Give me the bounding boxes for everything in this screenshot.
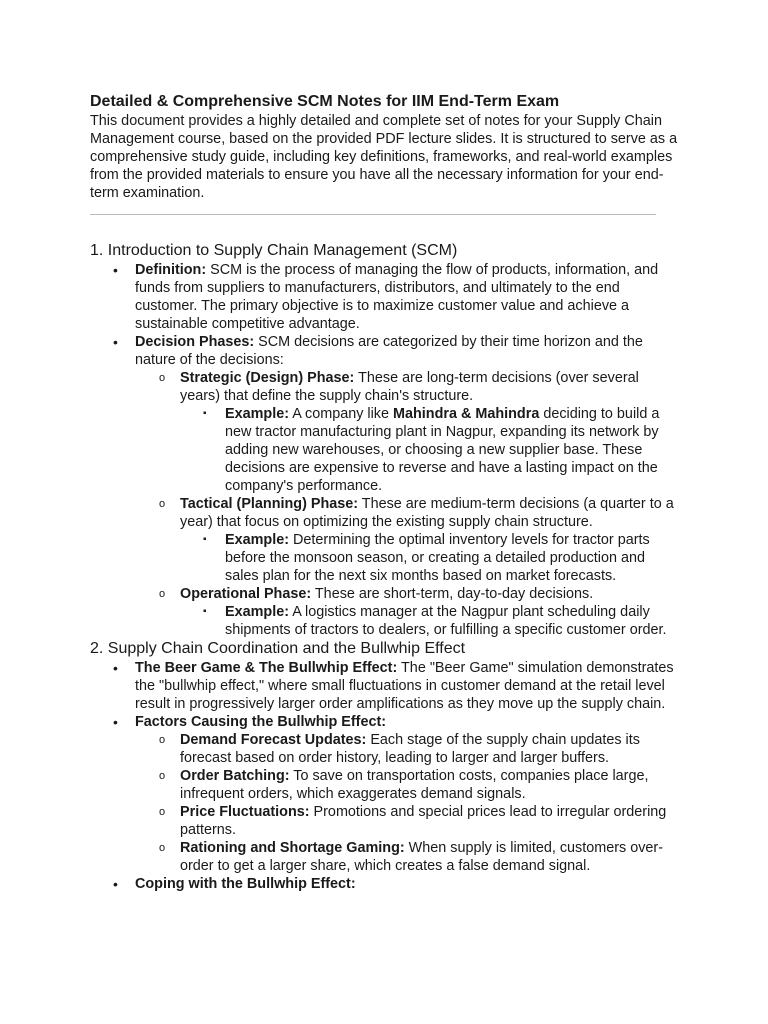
term-text: These are long-term decisions (over several years) that define the supply chain's structure. [180,370,639,404]
term-text: SCM is the process of managing the flow of products, information, and funds from suppliers to manufacturers, distributors, and ultimately to the end customer. The primary objective is to maximize customer value and achieve a sustainable competitive advantage. [135,262,659,332]
company-name: Mahindra & Mahindra [393,406,540,422]
list-item-example [180,531,680,585]
term-label: Order Batching: [180,768,290,784]
term-label: Coping with the Bullwhip Effect: [135,876,356,892]
term-text: These are short-term, day-to-day decisions. [311,586,594,602]
term-label: The Beer Game & The Bullwhip Effect: [135,660,398,676]
term-text: These are medium-term decisions (a quarter to a year) that focus on optimizing the existing supply chain structure. [180,496,674,530]
list-item-definition [90,261,680,333]
list-item-coping [90,875,680,893]
list-item-example [180,603,680,639]
factors-list [90,731,680,875]
list-item-beer-game [90,659,680,713]
section1-list [90,261,680,639]
list-item-tactical [135,495,680,585]
intro-paragraph: This document provides a highly detailed and complete set of notes for your Supply Chain Management course, based on the provided PDF lecture slides. It is structured to serve as a comprehensive study guide, including key definitions, frameworks, and real-world examples from the provided materials to ensure you have all the necessary information for your end-term examination. [90,113,678,201]
strategic-examples [135,405,680,495]
term-text: Each stage of the supply chain updates its forecast based on order history, leading to larger and larger buffers. [180,732,640,766]
term-label: Tactical (Planning) Phase: [180,496,359,512]
term-label: Decision Phases: [135,334,255,350]
list-item-decision-phases [90,333,680,639]
list-item-operational [135,585,680,639]
term-text: Promotions and special prices lead to irregular ordering patterns. [180,804,667,838]
term-label: Factors Causing the Bullwhip Effect: [135,714,387,730]
term-label: Example: [225,406,289,422]
list-item-example [180,405,680,495]
term-text: Determining the optimal inventory levels for tractor parts before the monsoon season, or creating a detailed production and sales plan for the next six months based on market forecasts. [225,532,650,584]
term-label: Price Fluctuations: [180,804,310,820]
term-label: Example: [225,532,289,548]
list-item-factor [135,731,680,767]
list-item-factor [135,839,680,875]
list-item-strategic [135,369,680,495]
term-label: Definition: [135,262,207,278]
term-label: Operational Phase: [180,586,312,602]
term-text: The "Beer Game" simulation demonstrates the "bullwhip effect," where small fluctuations in customer demand at the retail level result in progressively larger order amplifications as they move up the supply chain. [135,660,674,712]
term-text: When supply is limited, customers over-order to get a larger share, which creates a false demand signal. [180,840,663,874]
phases-list [90,369,680,639]
term-text: A company like [289,406,393,422]
list-item-factors [90,713,680,875]
list-item-factor [135,767,680,803]
horizontal-rule [90,214,656,215]
operational-examples [135,603,680,639]
list-item-factor [135,803,680,839]
term-label: Rationing and Shortage Gaming: [180,840,405,856]
document-page [90,92,680,893]
term-label: Strategic (Design) Phase: [180,370,355,386]
document-title: Detailed & Comprehensive SCM Notes for IIM End-Term Exam [90,93,560,110]
term-text: SCM decisions are categorized by their time horizon and the nature of the decisions: [135,334,643,368]
section-heading-2: 2. Supply Chain Coordination and the Bullwhip Effect [90,640,466,657]
term-label: Demand Forecast Updates: [180,732,367,748]
term-text: A logistics manager at the Nagpur plant scheduling daily shipments of tractors to dealers, or fulfilling a specific customer order. [225,604,667,638]
term-label: Example: [225,604,289,620]
section2-list [90,659,680,893]
tactical-examples [135,531,680,585]
term-text: deciding to build a new tractor manufacturing plant in Nagpur, expanding its network by adding new warehouses, or choosing a new supplier base. These decisions are expensive to reverse and have a lasting impact on the company's performance. [225,406,660,494]
section-heading-1: 1. Introduction to Supply Chain Management (SCM) [90,242,458,259]
term-text: To save on transportation costs, companies place large, infrequent orders, which exaggerates demand signals. [180,768,649,802]
